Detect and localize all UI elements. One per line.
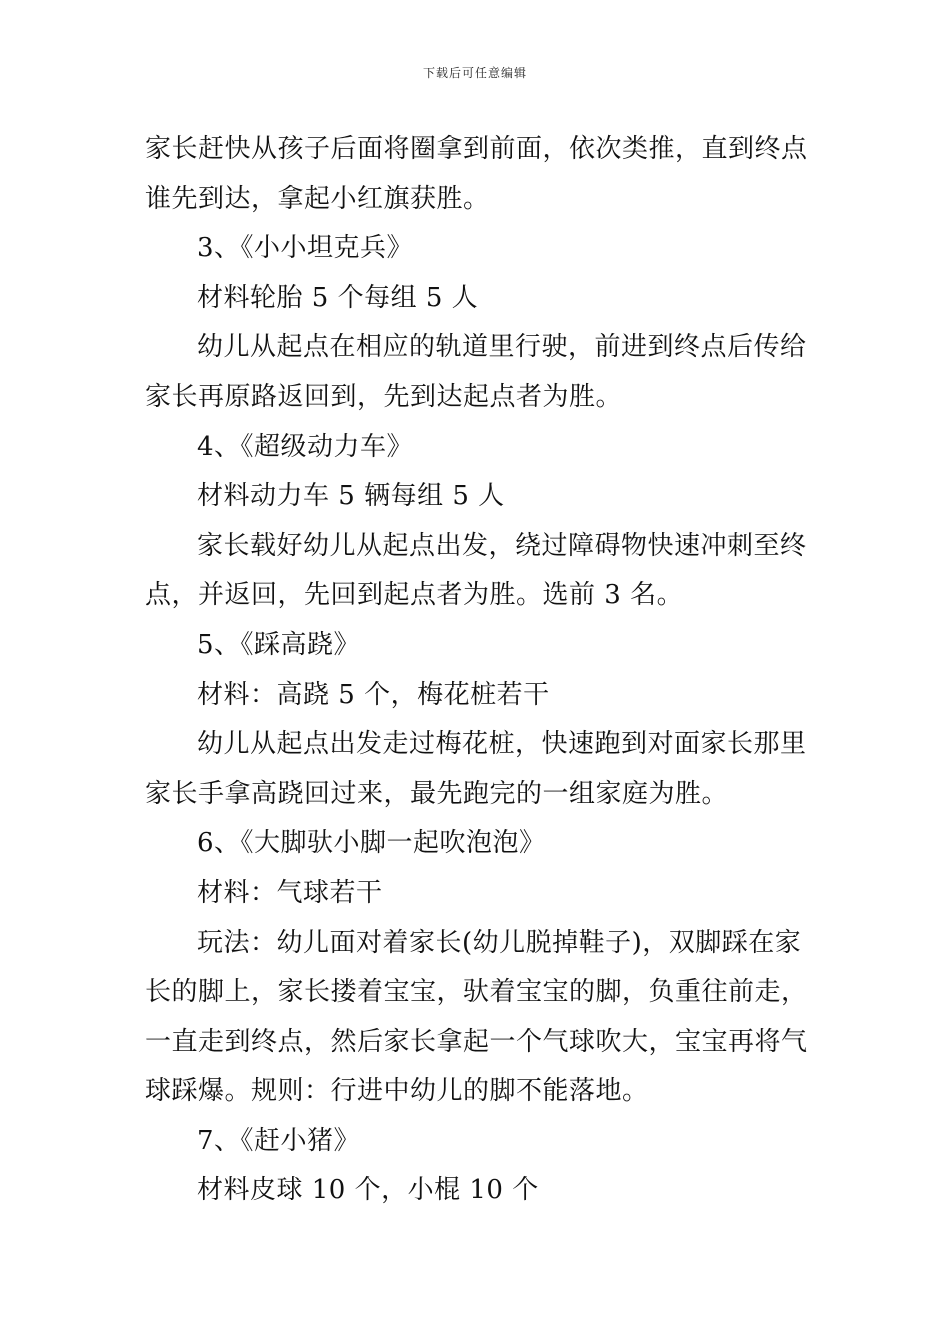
materials-line: 材料皮球 10 个，小棍 10 个	[197, 1175, 539, 1206]
materials-line: 材料：高跷 5 个，梅花桩若干	[197, 679, 550, 710]
section-title: 6、《大脚驮小脚一起吹泡泡》	[197, 828, 546, 859]
text-line: 家长赶快从孩子后面将圈拿到前面，依次类推，直到终点	[145, 134, 808, 164]
text-line: 幼儿从起点出发走过梅花桩，快速跑到对面家长那里	[197, 729, 807, 760]
materials-line: 材料动力车 5 辆每组 5 人	[197, 481, 505, 512]
text-line: 家长再原路返回到，先到达起点者为胜。	[145, 381, 623, 412]
page-header: 下载后可任意编辑	[422, 66, 527, 80]
materials-line: 材料轮胎 5 个每组 5 人	[197, 282, 479, 313]
text-line: 点，并返回，先回到起点者为胜。选前 3 名。	[145, 580, 684, 611]
document-body	[145, 125, 810, 1216]
text-line: 家长手拿高跷回过来，最先跑完的一组家庭为胜。	[145, 778, 729, 809]
text-line: 玩法：幼儿面对着家长(幼儿脱掉鞋子)，双脚踩在家	[197, 927, 802, 958]
text-line: 球踩爆。规则：行进中幼儿的脚不能落地。	[145, 1076, 649, 1107]
text-line: 家长载好幼儿从起点出发，绕过障碍物快速冲刺至终	[197, 530, 807, 561]
section-title: 7、《赶小猪》	[197, 1125, 361, 1156]
text-line: 长的脚上，家长搂着宝宝，驮着宝宝的脚，负重往前走，	[145, 977, 808, 1008]
section-title: 3、《小小坦克兵》	[197, 233, 414, 264]
section-title: 4、《超级动力车》	[197, 431, 414, 462]
text-line: 幼儿从起点在相应的轨道里行驶，前进到终点后传给	[197, 332, 807, 363]
text-line: 一直走到终点，然后家长拿起一个气球吹大，宝宝再将气	[145, 1026, 808, 1057]
text-line: 谁先到达，拿起小红旗获胜。	[145, 183, 490, 214]
materials-line: 材料：气球若干	[197, 877, 383, 908]
section-title: 5、《踩高跷》	[197, 629, 361, 660]
